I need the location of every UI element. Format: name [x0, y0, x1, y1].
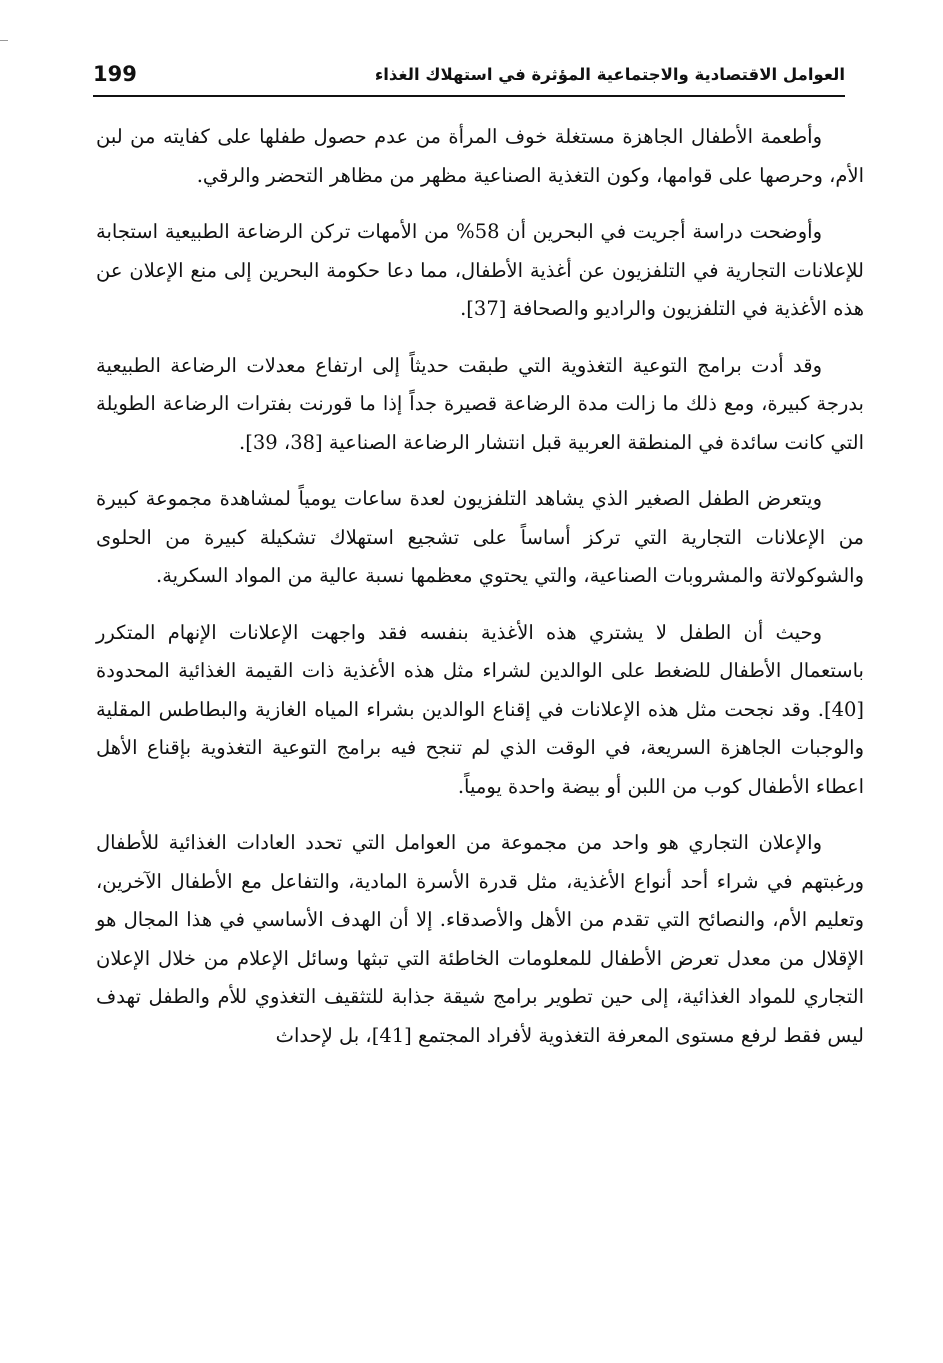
paragraph-6: والإعلان التجاري هو واحد من مجموعة من العوامل التي تحدد العادات الغذائية للأطفال ورغبتهم في شراء أحد أنواع الأغذية، مثل قدرة الأسرة المادية، والتفاعل مع الأطفال الآخرين، وتعليم الأم، والنصائح التي تقدم من الأهل والأصدقاء. إلا أن الهدف الأساسي في هذا المجال هو الإقلال من معدل تعرض الأطفال للمعلومات الخاطئة التي تبثها وسائل الإعلام من خلال الإعلان التجاري للمواد الغذائية، إلى حين تطوير برامج شيقة جذابة للتثقيف التغذوي للأم والطفل تهدف ليس فقط لرفع مستوى المعرفة التغذوية لأفراد المجتمع [41]، بل لإحداث [96, 831, 864, 1047]
page-header [93, 56, 845, 92]
paragraph-3: وقد أدت برامج التوعية التغذوية التي طبقت حديثاً إلى ارتفاع معدلات الرضاعة الطبيعية بدرجة كبيرة، ومع ذلك ما زالت مدة الرضاعة قصيرة جداً إذا ما قورنت بفترات الرضاعة الطويلة التي كانت سائدة في المنطقة العربية قبل انتشار الرضاعة الصناعية [38، 39]. [96, 353, 864, 454]
body-text [96, 118, 864, 1055]
paragraph-5: وحيث أن الطفل لا يشتري هذه الأغذية بنفسه فقد واجهت الإعلانات الإنهام المتكرر باستعمال الأطفال للضغط على الوالدين لشراء مثل هذه الأغذية ذات القيمة الغذائية المحدودة [40]. وقد نجحت مثل هذه الإعلانات في إقناع الوالدين بشراء المياه الغازية والبطاطس المقلية والوجبات الجاهزة السريعة، في الوقت الذي لم تنجح فيه برامج التوعية التغذوية بإقناع الأهل اعطاء الأطفال كوب من اللبن أو بيضة واحدة يومياً. [96, 620, 864, 798]
scan-margin-mark [0, 40, 8, 41]
page-number: 199 [93, 62, 137, 86]
running-title: العوامل الاقتصادية والاجتماعية المؤثرة في استهلاك الغذاء [374, 64, 845, 84]
paragraph-4: ويتعرض الطفل الصغير الذي يشاهد التلفزيون لعدة ساعات يومياً لمشاهدة مجموعة كبيرة من الإعلانات التجارية التي تركز أساساً على تشجيع استهلاك تشكيلة كبيرة من الحلوى والشوكولاتة والمشروبات الصناعية، والتي يحتوي معظمها نسبة عالية من المواد السكرية. [96, 487, 864, 587]
paragraph-2: وأوضحت دراسة أجريت في البحرين أن 58% من الأمهات تركن الرضاعة الطبيعية استجابة للإعلانات التجارية في التلفزيون عن أغذية الأطفال، مما دعا حكومة البحرين إلى منع الإعلان عن هذه الأغذية في التلفزيون والراديو والصحافة [37]. [96, 220, 864, 320]
paragraph-1: وأطعمة الأطفال الجاهزة مستغلة خوف المرأة من عدم حصول طفلها على كفايته من لبن الأم، وحرصها على قوامها، وكون التغذية الصناعية مظهر من مظاهر التحضر والرقي. [96, 125, 864, 187]
header-rule [93, 95, 845, 97]
